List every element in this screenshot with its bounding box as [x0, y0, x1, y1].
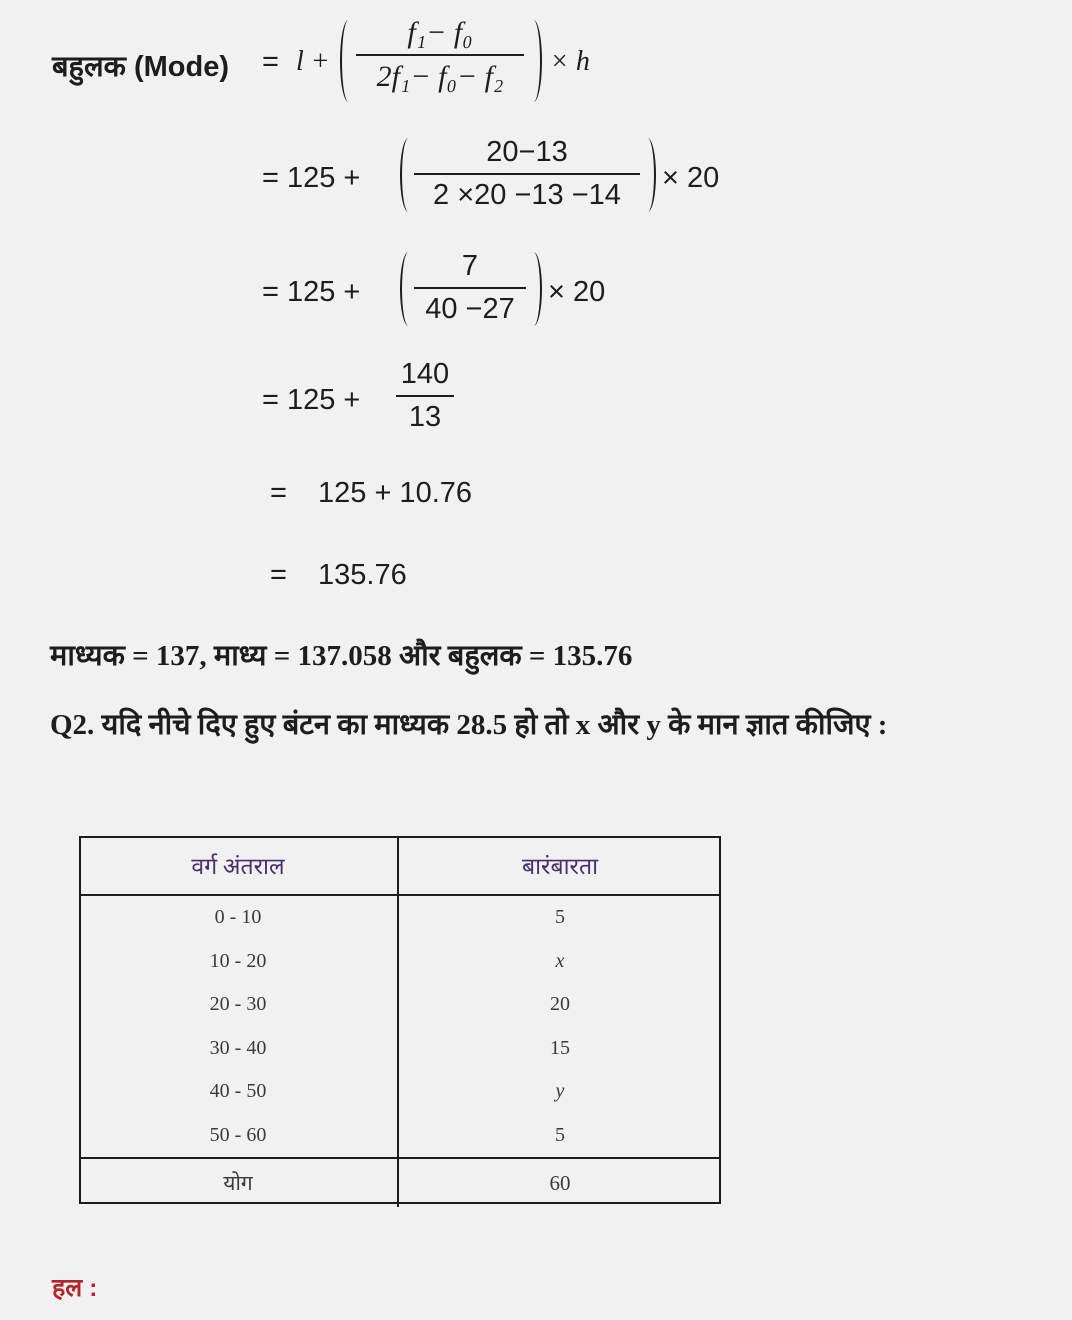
step3-lhs: = 125 +	[262, 384, 361, 416]
frequency-cell: 15	[550, 1036, 570, 1059]
step2-lhs: = 125 +	[262, 276, 361, 308]
step2-denominator: 40 −27	[425, 293, 515, 325]
step2-left-paren	[400, 252, 414, 326]
class-interval-cell: 10 - 20	[79, 940, 398, 984]
step5-equals: =	[270, 559, 287, 591]
class-interval-cell: 50 - 60	[79, 1114, 398, 1159]
table-row	[79, 1027, 721, 1071]
step4-expression: 125 + 10.76	[318, 477, 473, 509]
step1-fraction-bar	[414, 173, 640, 175]
class-interval-cell: 40 - 50	[79, 1070, 398, 1114]
step3-fraction	[396, 358, 454, 434]
frequency-cell: x	[555, 949, 565, 972]
formula-fraction-bar	[356, 54, 524, 56]
frequency-cell: 5	[555, 906, 565, 929]
formula-left-paren	[340, 20, 354, 102]
step3-fraction-bar	[396, 395, 454, 397]
frequency-cell: 20	[550, 993, 570, 1016]
step2-right-paren	[528, 252, 542, 326]
frequency-cell: y	[555, 1080, 565, 1103]
formula-fraction	[356, 16, 524, 94]
step1-numerator: 20−13	[486, 136, 568, 168]
step2-numerator: 7	[461, 250, 479, 282]
class-interval-cell: 0 - 10	[79, 895, 398, 940]
class-interval-cell: 20 - 30	[79, 983, 398, 1027]
frequency-table	[79, 836, 721, 1207]
formula-numerator: f₁− f₀	[407, 16, 473, 49]
table-row	[79, 983, 721, 1027]
step1-denominator: 2 ×20 −13 −14	[433, 179, 621, 211]
table-row	[79, 1070, 721, 1114]
solution-label: हल :	[52, 1274, 98, 1302]
table-row	[79, 1114, 721, 1159]
formula-lead: l +	[296, 46, 330, 77]
header-frequency: बारंबारता	[398, 836, 721, 895]
total-value: 60	[398, 1158, 721, 1207]
frequency-cell: 5	[555, 1123, 565, 1146]
step1-lhs: = 125 +	[262, 162, 361, 194]
class-interval-cell: 30 - 40	[79, 1027, 398, 1071]
table-header-row	[79, 836, 721, 895]
step2-fraction-bar	[414, 287, 526, 289]
question-q2: Q2. यदि नीचे दिए हुए बंटन का माध्यक 28.5 हो तो x और y के मान ज्ञात कीजिए :	[50, 709, 888, 741]
formula-equals: =	[262, 46, 279, 78]
table-total-row	[79, 1158, 721, 1207]
step2-fraction	[414, 250, 526, 326]
table-row	[79, 895, 721, 940]
step5-result: 135.76	[318, 559, 407, 591]
step3-denominator: 13	[408, 401, 442, 433]
total-label: योग	[79, 1158, 398, 1207]
summary-line: माध्यक = 137, माध्य = 137.058 और बहुलक = 135.76	[50, 640, 633, 672]
step4-equals: =	[270, 477, 287, 509]
header-class-interval: वर्ग अंतराल	[79, 836, 398, 895]
formula-denominator: 2f₁− f₀− f₂	[376, 60, 504, 93]
step1-tail: × 20	[662, 162, 720, 194]
step3-numerator: 140	[400, 358, 450, 390]
step1-right-paren	[642, 138, 656, 212]
step1-left-paren	[400, 138, 414, 212]
step2-tail: × 20	[548, 276, 606, 308]
mode-formula-label: बहुलक (Mode)	[52, 51, 229, 83]
formula-tail: × h	[550, 46, 590, 77]
table-row	[79, 940, 721, 984]
step1-fraction	[414, 136, 640, 212]
formula-right-paren	[528, 20, 542, 102]
